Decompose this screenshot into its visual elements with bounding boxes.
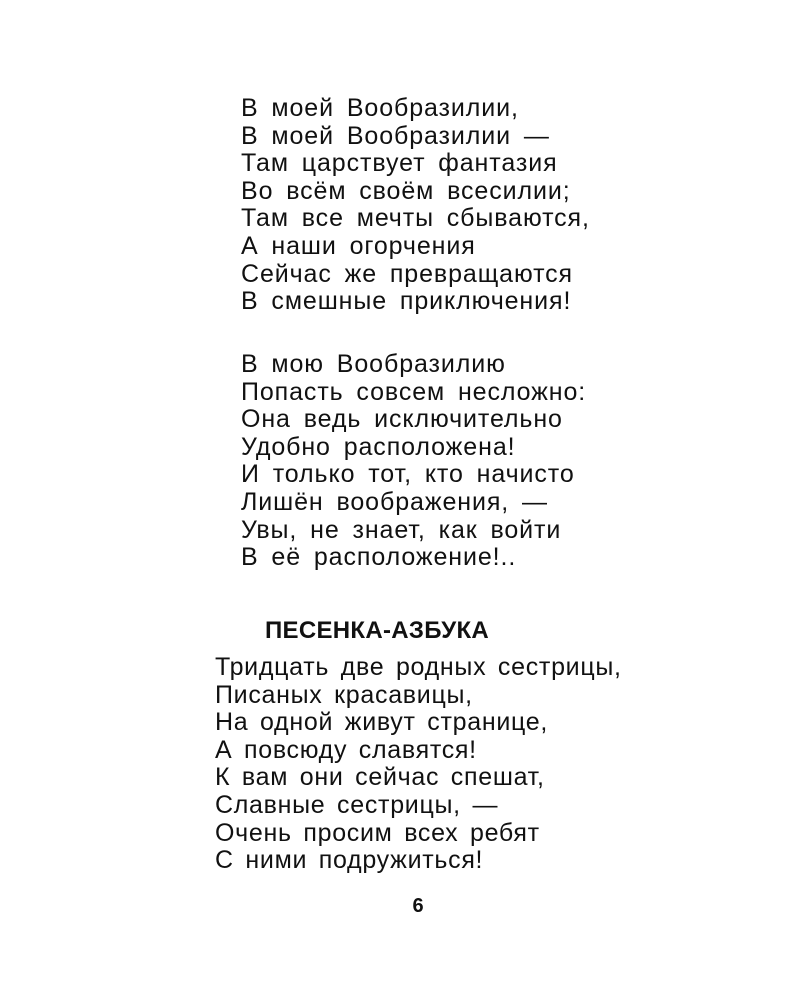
poem-line: Во всём своём всесилии; [241,176,571,205]
poem-line: В смешные приключения! [241,287,572,316]
poem-line: В её расположение!.. [241,543,517,572]
poem-line: Сейчас же превращаются [241,259,573,288]
poem-line: Писаных красавицы, [215,680,473,709]
poem-stanza-3 [215,654,622,875]
poem-line: И только тот, кто начисто [241,460,575,489]
poem-title: ПЕСЕНКА-АЗБУКА [265,617,490,644]
poem-line: Лишён воображения, — [241,487,548,516]
poem-line: Тридцать две родных сестрицы, [215,653,622,681]
poem-line: А наши огорчения [241,231,476,260]
poem-line: Она ведь исключительно [241,405,563,434]
poem-line: В моей Вообразилии — [241,121,550,150]
poem-line: Попасть совсем несложно: [241,377,587,406]
poem-line: Там царствует фантазия [241,149,558,178]
poem-line: Увы, не знает, как войти [241,515,562,544]
poem-line: Славные сестрицы, — [215,790,499,819]
poem-line: К вам они сейчас спешат, [215,763,545,792]
page-number: 6 [412,895,424,917]
poem-line: На одной живут странице, [215,708,548,737]
poem-line: С ними подружиться! [215,846,484,875]
poem-line: А повсюду славятся! [215,735,477,764]
poem-line: В моей Вообразилии, [241,94,519,122]
poem-stanza-1 [241,95,590,316]
poem-line: Очень просим всех ребят [215,818,540,847]
poem-stanza-2 [241,351,586,572]
poem-line: В мою Вообразилию [241,350,506,378]
poem-line: Там все мечты сбываются, [241,204,590,233]
poem-line: Удобно расположена! [241,432,516,461]
